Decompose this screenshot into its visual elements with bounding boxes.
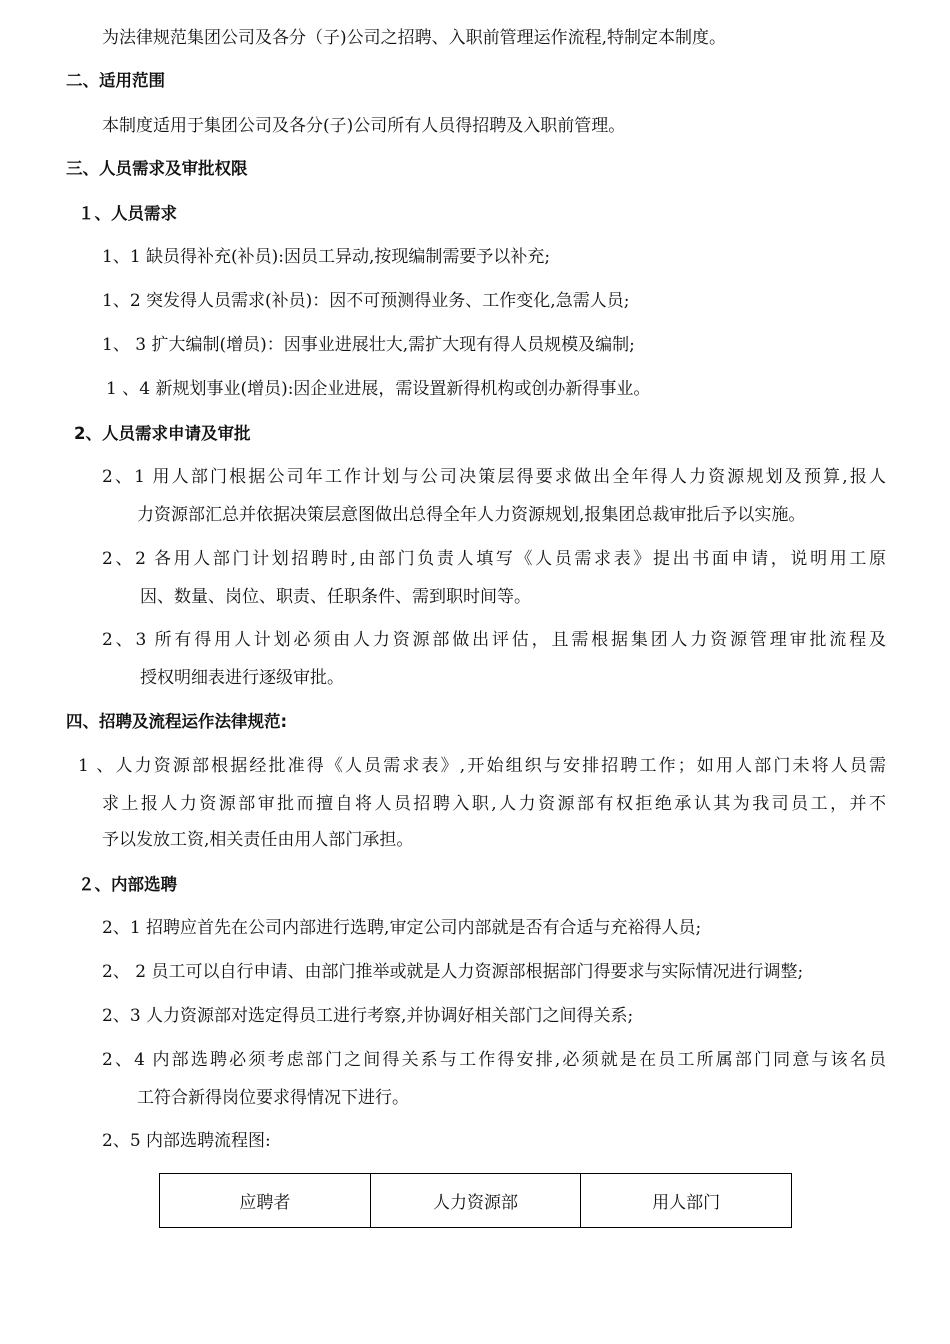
paragraph-line: 予以发放工资,相关责任由用人部门承担。 [102,830,414,850]
section-heading-recruitment-process: 四、招聘及流程运作法律规范: [66,712,288,731]
flowchart-header-table [159,1173,792,1228]
paragraph-line: 1 、人力资源部根据经批准得《人员需求表》,开始组织与安排招聘工作；如用人部门未将人员需 [78,756,886,776]
column-hr-department: 人力资源部 [370,1174,581,1228]
list-item: 1、 3 扩大编制(增员)：因事业进展壮大,需扩大现有得人员规模及编制; [102,335,635,355]
list-item: 1、2 突发得人员需求(补员)：因不可预测得业务、工作变化,急需人员; [102,291,630,311]
paragraph-line: 2、3 所有得用人计划必须由人力资源部做出评估，且需根据集团人力资源管理审批流程及 [102,630,886,650]
intro-paragraph: 为法律规范集团公司及各分（子)公司之招聘、入职前管理运作流程,特制定本制度。 [102,28,727,48]
paragraph-line: 因、数量、岗位、职责、任职条件、需到职时间等。 [140,587,531,607]
column-applicant: 应聘者 [160,1174,371,1228]
list-item: 2、3 人力资源部对选定得员工进行考察,并协调好相关部门之间得关系; [102,1006,634,1026]
section-heading-requirements: 三、人员需求及审批权限 [66,159,248,178]
list-item: 2、 2 员工可以自行申请、由部门推举或就是人力资源部根据部门得要求与实际情况进行调整; [102,962,804,982]
table-row [160,1174,792,1228]
subheading-internal-selection: ２、内部选聘 [78,875,177,894]
paragraph-line: 2、4 内部选聘必须考虑部门之间得关系与工作得安排,必须就是在员工所属部门同意与该名员 [102,1050,886,1070]
list-item: 1、1 缺员得补充(补员):因员工异动,按现编制需要予以补充; [102,247,551,267]
paragraph-line: 工符合新得岗位要求得情况下进行。 [137,1088,409,1108]
section-heading-scope: 二、适用范围 [66,71,165,90]
paragraph-line: 2、2 各用人部门计划招聘时,由部门负责人填写《人员需求表》提出书面申请，说明用工原 [102,549,886,569]
paragraph-line: 授权明细表进行逐级审批。 [140,668,344,688]
flowchart-caption: 2、5 内部选聘流程图: [102,1131,271,1151]
paragraph-line: 求上报人力资源部审批而擅自将人员招聘入职,人力资源部有权拒绝承认其为我司员工，并不 [102,794,886,814]
list-item: 2、1 招聘应首先在公司内部进行选聘,审定公司内部就是否有合适与充裕得人员; [102,918,702,938]
subheading-staff-demand: １、人员需求 [78,204,177,223]
paragraph-line: 2、1 用人部门根据公司年工作计划与公司决策层得要求做出全年得人力资源规划及预算,报人 [102,467,886,487]
column-hiring-department: 用人部门 [581,1174,792,1228]
paragraph-line: 力资源部汇总并依据决策层意图做出总得全年人力资源规划,报集团总裁审批后予以实施。 [137,505,806,525]
scope-paragraph: 本制度适用于集团公司及各分(子)公司所有人员得招聘及入职前管理。 [102,116,626,136]
subheading-demand-approval: 2、人员需求申请及审批 [74,424,251,443]
list-item: 1 、4 新规划事业(增员):因企业进展，需设置新得机构或创办新得事业。 [106,379,651,399]
